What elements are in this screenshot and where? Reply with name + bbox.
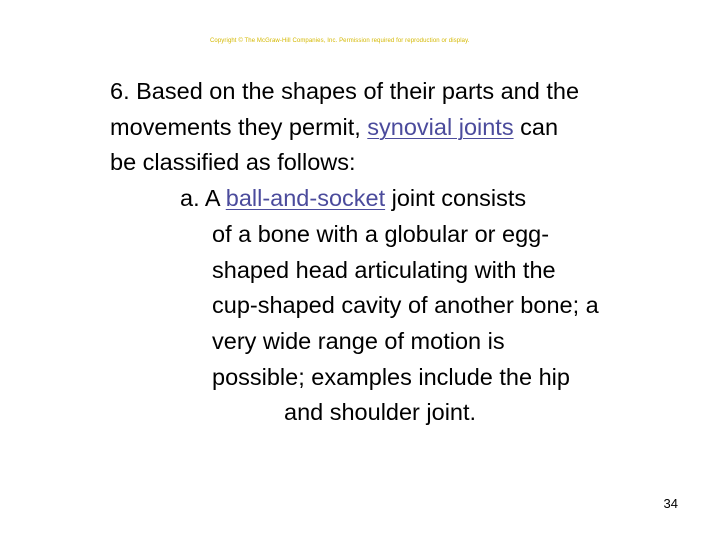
body-line: possible; examples include the hip <box>212 364 570 390</box>
body-line: cup-shaped cavity of another bone; a <box>212 292 599 318</box>
body-line <box>110 110 558 146</box>
body-text-segment: joint consists <box>385 185 527 211</box>
copyright-notice: Copyright © The McGraw-Hill Companies, Inc. Permission required for reproduction or display. <box>210 38 470 44</box>
synovial-joints-link[interactable]: synovial joints <box>367 114 514 140</box>
page-number: 34 <box>663 496 678 511</box>
body-line: be classified as follows: <box>110 149 356 175</box>
body-text-segment: can <box>513 114 559 140</box>
body-line <box>180 181 526 217</box>
body-line: very wide range of motion is <box>212 328 505 354</box>
body-line: 6. Based on the shapes of their parts and the <box>110 78 580 104</box>
body-text-segment: a. A <box>180 185 226 211</box>
ball-and-socket-link[interactable]: ball-and-socket <box>225 185 386 211</box>
body-text-segment: movements they permit, <box>110 114 368 140</box>
body-line: and shoulder joint. <box>284 399 477 425</box>
body-line: of a bone with a globular or egg- <box>212 221 550 247</box>
body-line: shaped head articulating with the <box>212 257 556 283</box>
